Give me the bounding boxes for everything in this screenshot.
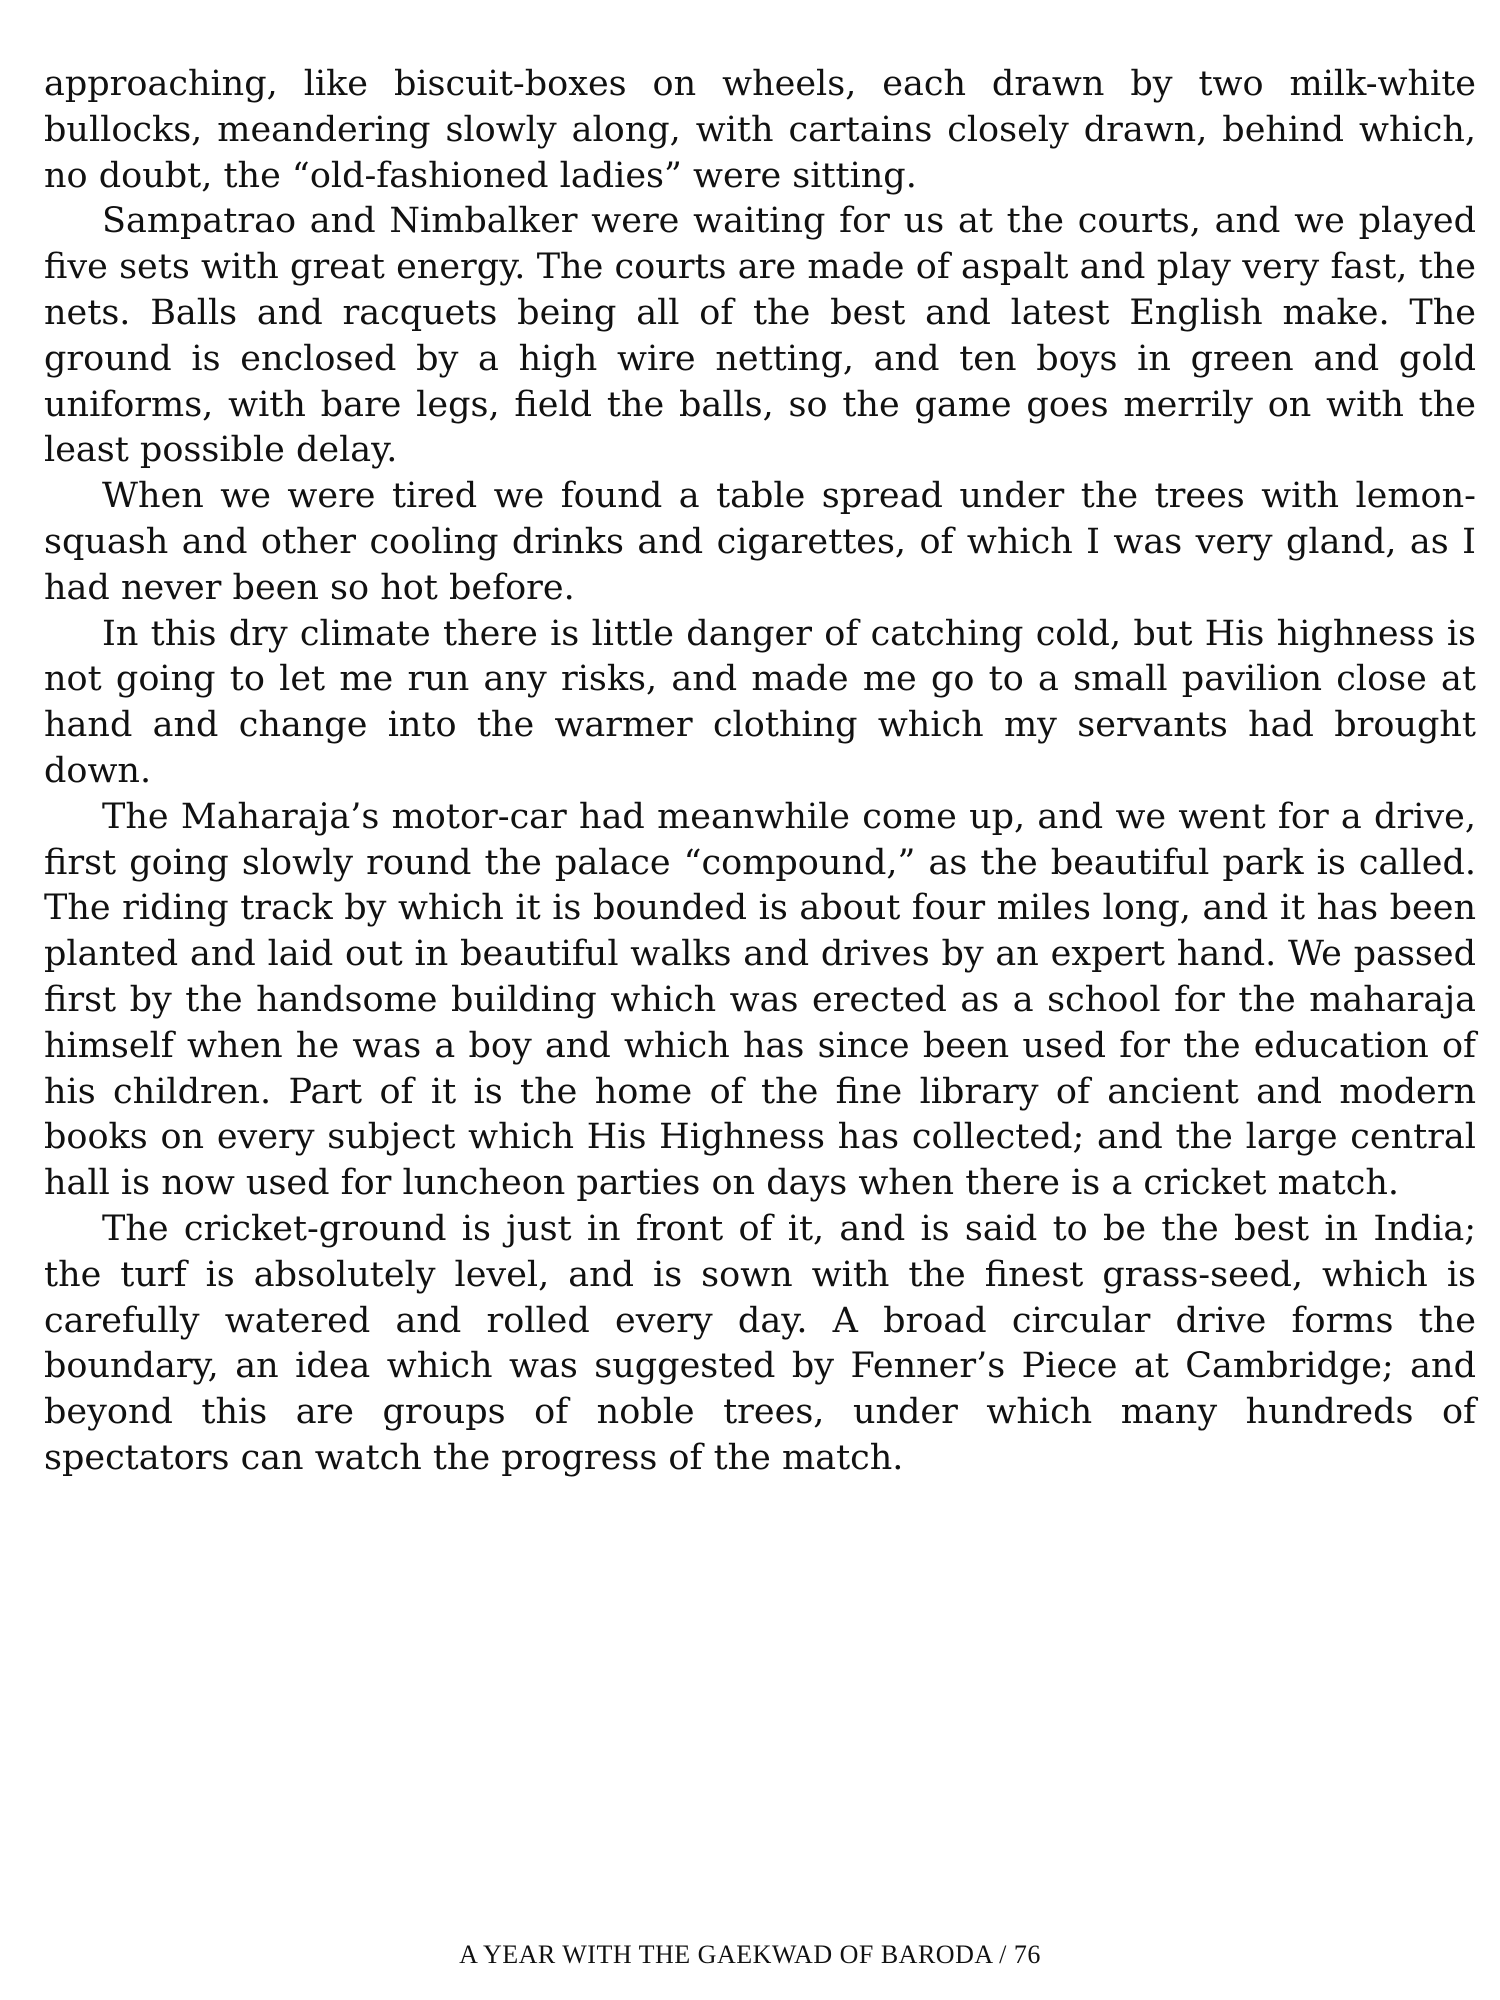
paragraph-refreshments: When we were tired we found a table spread under the trees with lemon-squash and other cooling drinks and cigarettes, of which I was very gland, as I had never been so hot before. <box>44 476 1476 608</box>
running-footer: A YEAR WITH THE GAEKWAD OF BARODA / 76 <box>459 1940 1041 1969</box>
paragraph-continued: approaching, like biscuit-boxes on wheels, each drawn by two milk-white bullocks, meandering slowly along, with cartains closely drawn, behind which, no doubt, the “old-fashioned ladies” were sitting. <box>44 64 1476 196</box>
paragraph-climate: In this dry climate there is little danger of catching cold, but His highness is not going to let me run any risks, and made me go to a small pavilion close at hand and change into the warmer clothing which my servants had brought down. <box>44 613 1476 791</box>
paragraph-motor-drive: The Maharaja’s motor-car had meanwhile come up, and we went for a drive, first going slowly round the palace “compound,” as the beautiful park is called. The riding track by which it is bounded is about four miles long, and it has been planted and laid out in beautiful walks and drives by an expert hand. We passed first by the handsome building which was erected as a school for the maharaja himself when he was a boy and which has since been used for the education of his children. Part of it is the home of the fine library of ancient and modern books on every subject which His Highness has collected; and the large central hall is now used for luncheon parties on days when there is a cricket match. <box>44 796 1476 1204</box>
paragraph-cricket-ground: The cricket-ground is just in front of it, and is said to be the best in India; the turf is absolutely level, and is sown with the finest grass-seed, which is carefully watered and rolled every day. A broad circular drive forms the boundary, an idea which was suggested by Fenner’s Piece at Cambridge; and beyond this are groups of noble trees, under which many hundreds of spectators can watch the progress of the match. <box>44 1208 1476 1478</box>
page-body <box>44 62 1476 1482</box>
paragraph-tennis-courts: Sampatrao and Nimbalker were waiting for us at the courts, and we played five sets with great energy. The courts are made of aspalt and play very fast, the nets. Balls and racquets being all of the best and latest English make. The ground is enclosed by a high wire netting, and ten boys in green and gold uniforms, with bare legs, field the balls, so the game goes merrily on with the least possible delay. <box>44 201 1476 471</box>
